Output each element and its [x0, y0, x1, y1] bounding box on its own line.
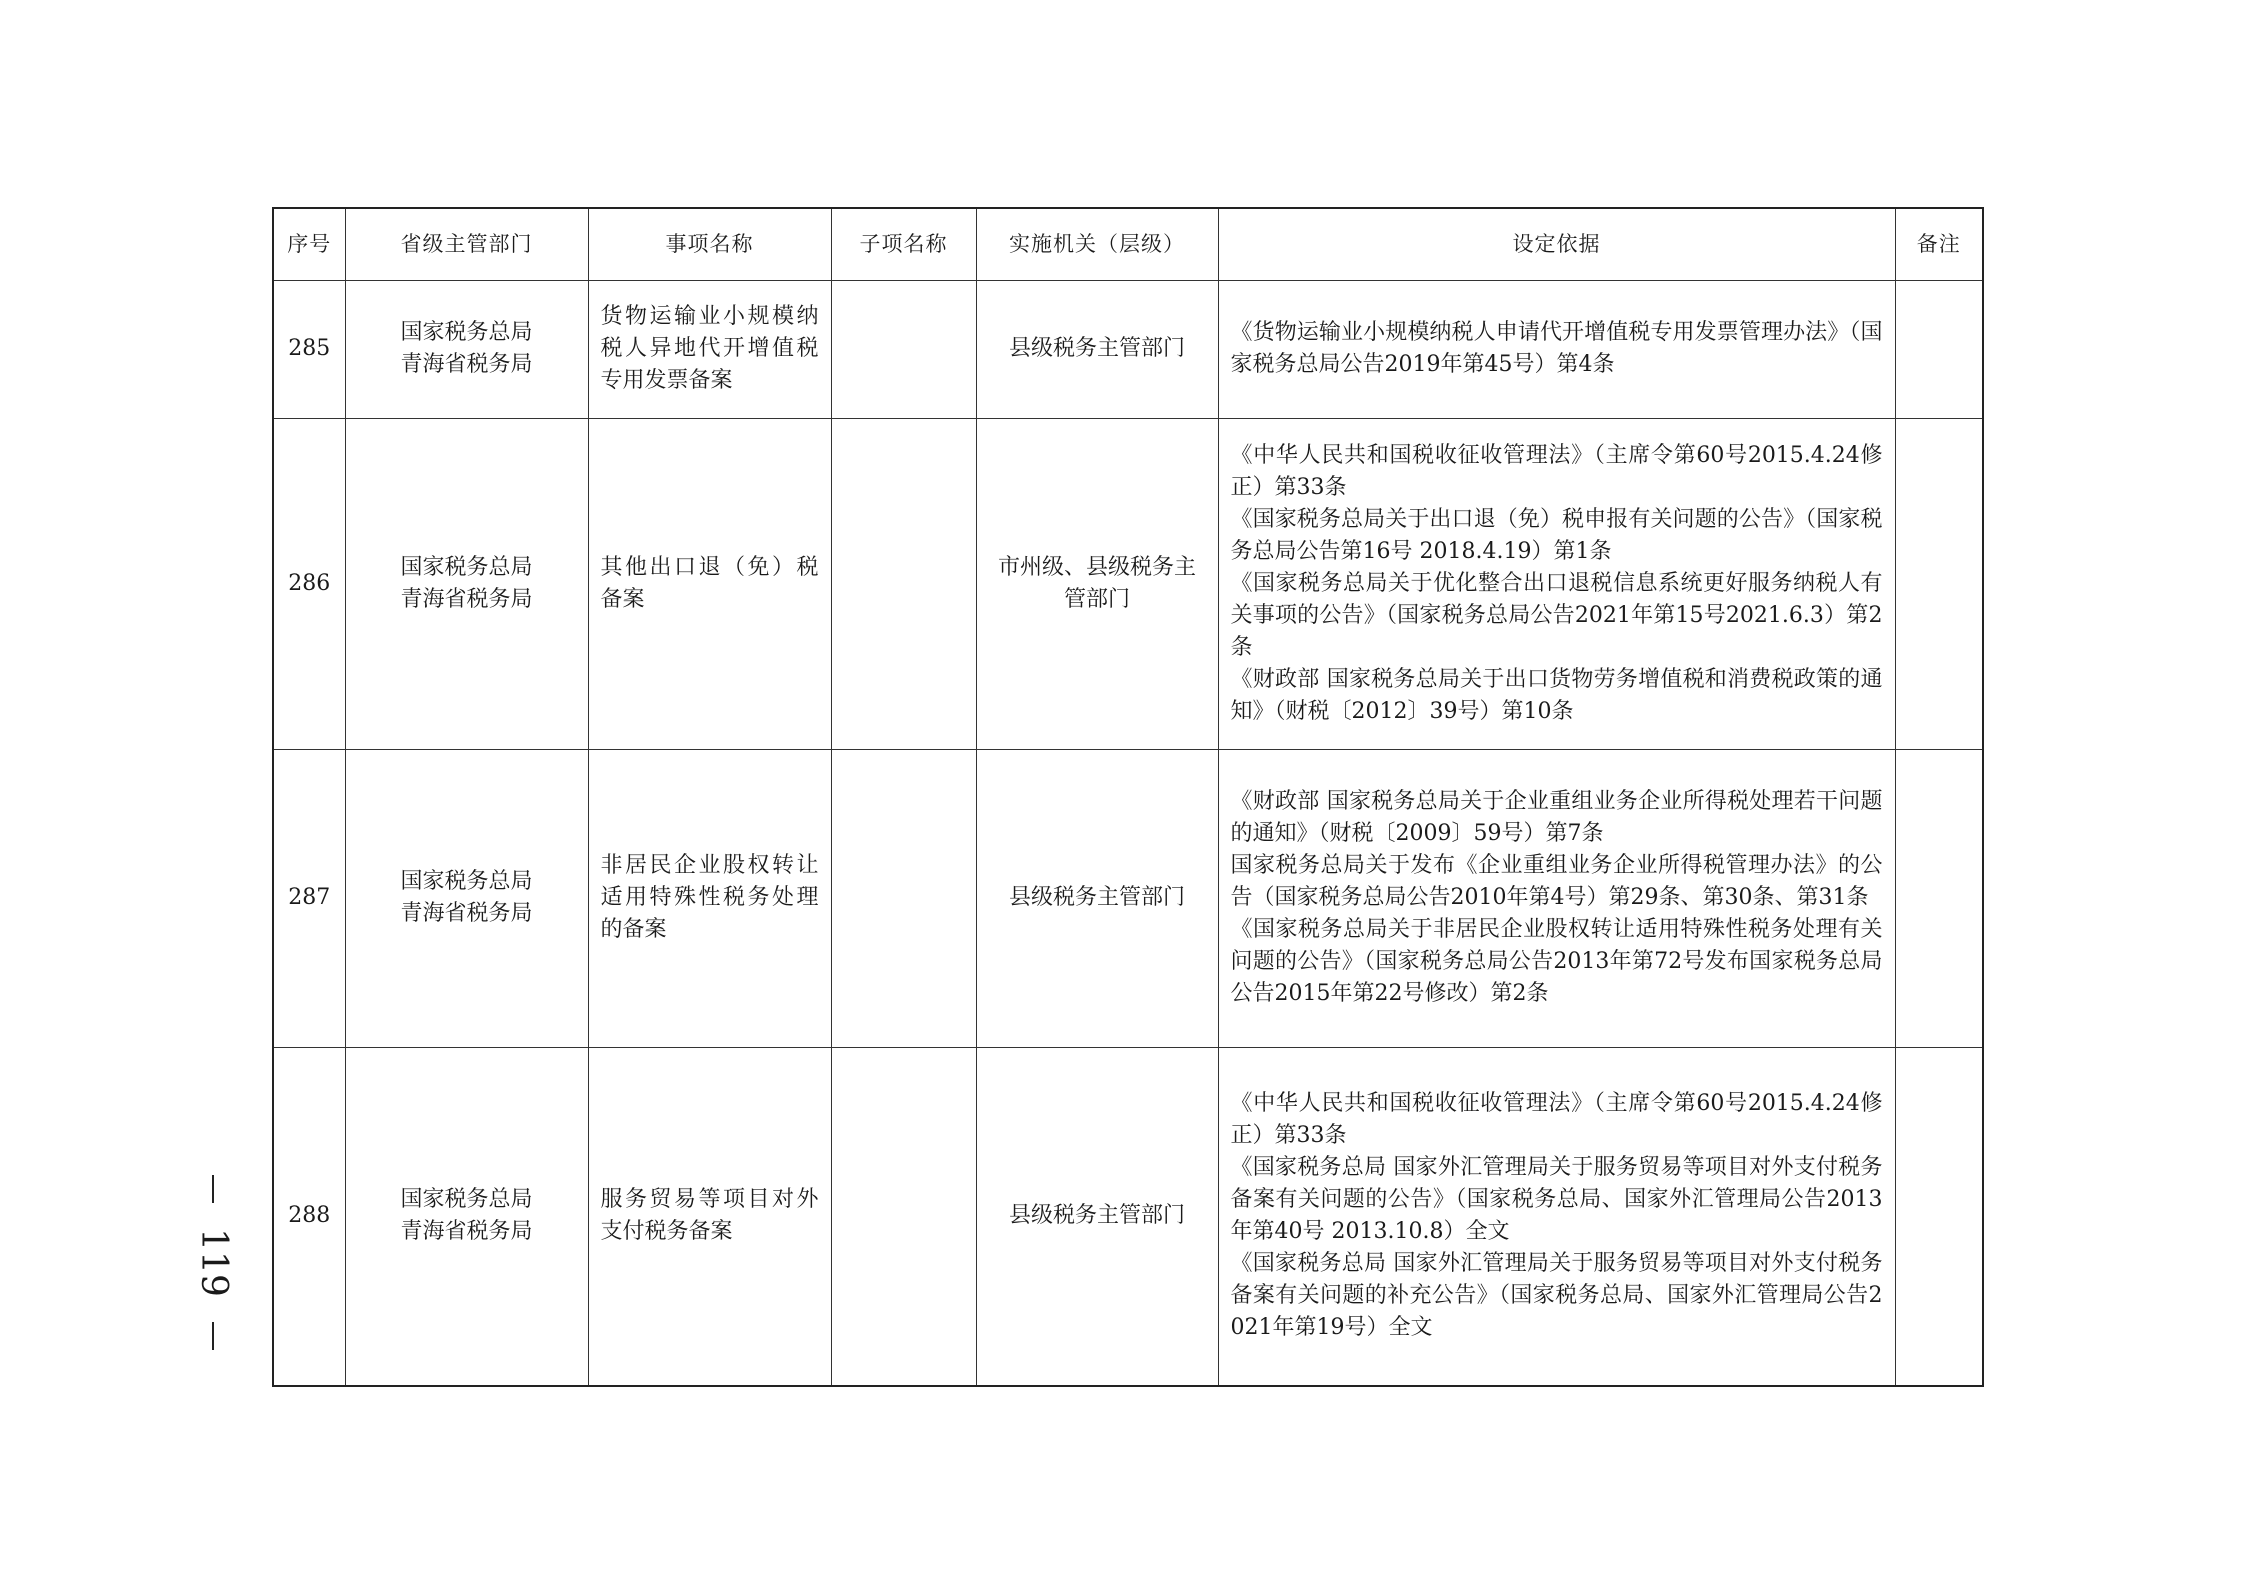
row-seq: 286	[273, 418, 345, 749]
row-dept: 国家税务总局 青海省税务局	[345, 1047, 588, 1386]
row-basis: 《货物运输业小规模纳税人申请代开增值税专用发票管理办法》（国家税务总局公告2019年第45号）第4条	[1218, 280, 1895, 418]
row-seq: 287	[273, 749, 345, 1047]
header-basis: 设定依据	[1218, 208, 1895, 280]
row-note	[1895, 749, 1983, 1047]
row-org: 市州级、县级税务主管部门	[976, 418, 1218, 749]
row-item: 非居民企业股权转让适用特殊性税务处理的备案	[588, 749, 831, 1047]
row-item: 服务贸易等项目对外支付税务备案	[588, 1047, 831, 1386]
page-number-text: 119	[192, 1228, 234, 1297]
row-seq: 285	[273, 280, 345, 418]
row-item: 其他出口退（免）税备案	[588, 418, 831, 749]
row-subitem	[831, 418, 976, 749]
row-note	[1895, 418, 1983, 749]
row-org: 县级税务主管部门	[976, 749, 1218, 1047]
table-row	[273, 749, 1983, 1047]
header-dept: 省级主管部门	[345, 208, 588, 280]
table-row	[273, 280, 1983, 418]
row-dept: 国家税务总局 青海省税务局	[345, 749, 588, 1047]
table-row	[273, 418, 1983, 749]
row-basis: 《中华人民共和国税收征收管理法》（主席令第60号2015.4.24修正）第33条 《国家税务总局关于出口退（免）税申报有关问题的公告》（国家税务总局公告第16号 2018.4.19）第1条 《国家税务总局关于优化整合出口退税信息系统更好服务纳税人有关事项的公告》（国家税务总局公告2021年第15号2021.6.3）第2条 《财政部 国家税务总局关于出口货物劳务增值税和消费税政策的通知》（财税〔2012〕39号）第10条	[1218, 418, 1895, 749]
row-subitem	[831, 1047, 976, 1386]
header-org: 实施机关（层级）	[976, 208, 1218, 280]
header-note: 备注	[1895, 208, 1983, 280]
row-item: 货物运输业小规模纳税人异地代开增值税专用发票备案	[588, 280, 831, 418]
row-basis: 《中华人民共和国税收征收管理法》（主席令第60号2015.4.24修正）第33条 《国家税务总局 国家外汇管理局关于服务贸易等项目对外支付税务备案有关问题的公告》（国家税务总局、国家外汇管理局公告2013年第40号 2013.10.8）全文 《国家税务总局 国家外汇管理局关于服务贸易等项目对外支付税务备案有关问题的补充公告》（国家税务总局、国家外汇管理局公告2021年第19号）全文	[1218, 1047, 1895, 1386]
row-dept: 国家税务总局 青海省税务局	[345, 418, 588, 749]
row-note	[1895, 1047, 1983, 1386]
row-org: 县级税务主管部门	[976, 1047, 1218, 1386]
row-subitem	[831, 749, 976, 1047]
page-number	[188, 1175, 238, 1350]
page-number-dash	[212, 1322, 214, 1350]
table-row	[273, 1047, 1983, 1386]
row-note	[1895, 280, 1983, 418]
row-org: 县级税务主管部门	[976, 280, 1218, 418]
header-item: 事项名称	[588, 208, 831, 280]
page-number-dash	[212, 1175, 214, 1203]
matters-table	[272, 207, 1984, 1387]
row-basis: 《财政部 国家税务总局关于企业重组业务企业所得税处理若干问题的通知》（财税〔2009〕59号）第7条 国家税务总局关于发布《企业重组业务企业所得税管理办法》的公告（国家税务总局公告2010年第4号）第29条、第30条、第31条 《国家税务总局关于非居民企业股权转让适用特殊性税务处理有关问题的公告》（国家税务总局公告2013年第72号发布国家税务总局公告2015年第22号修改）第2条	[1218, 749, 1895, 1047]
header-row	[273, 208, 1983, 280]
row-seq: 288	[273, 1047, 345, 1386]
row-subitem	[831, 280, 976, 418]
header-seq: 序号	[273, 208, 345, 280]
row-dept: 国家税务总局 青海省税务局	[345, 280, 588, 418]
header-subitem: 子项名称	[831, 208, 976, 280]
